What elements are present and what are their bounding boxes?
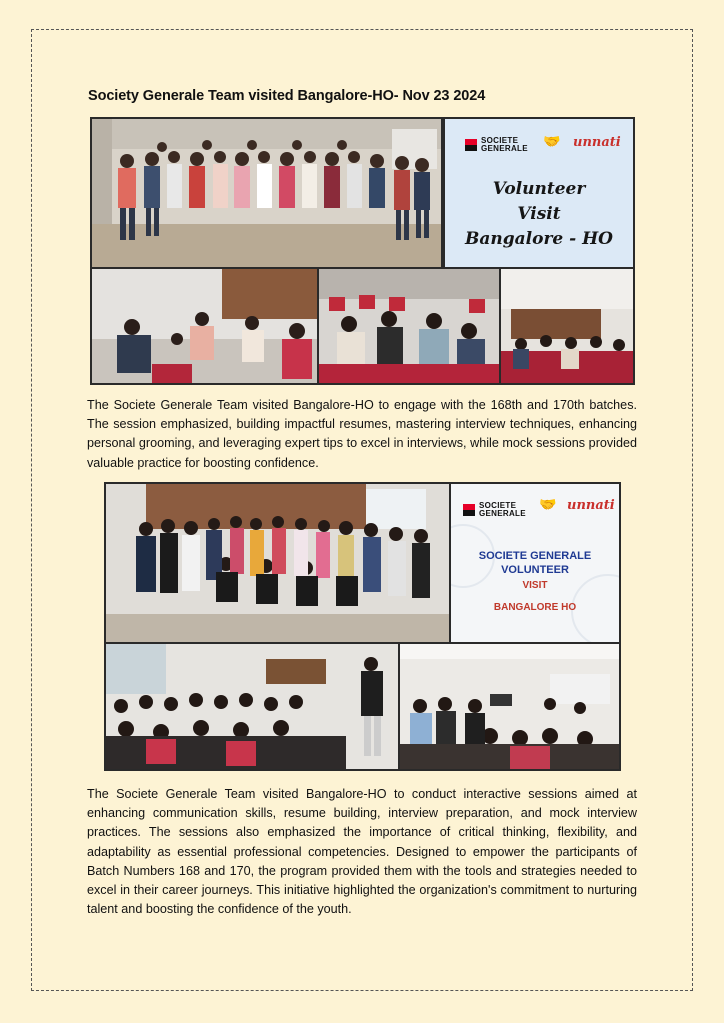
paragraph-1: The Societe Generale Team visited Bangalore-HO to engage with the 168th and 170th batches. The session emphasized, building impactful resumes, mastering interview techniques, enhancing personal grooming, and leveraging expert tips to excel in interviews, while mock sessions provided valuable practice for boosting confidence. bbox=[87, 398, 637, 470]
banner-line-volunteer: Volunteer bbox=[492, 179, 586, 199]
sg-logo-text: SOCIETE GENERALE bbox=[481, 136, 528, 153]
banner2-line-2: VOLUNTEER bbox=[501, 564, 569, 576]
volunteer-visit-banner-1 bbox=[445, 119, 633, 267]
page-title: Society Generale Team visited Bangalore-HO- Nov 23 2024 bbox=[88, 88, 486, 104]
banner-line-location: Bangalore - HO bbox=[465, 229, 613, 249]
unnati-logo: unnati bbox=[567, 498, 615, 513]
handshake-icon: 🤝 bbox=[539, 496, 557, 512]
audience-photo-2 bbox=[400, 644, 619, 769]
societe-generale-logo bbox=[465, 139, 477, 151]
audience-photo-1 bbox=[106, 644, 398, 769]
classroom-photo-2 bbox=[319, 269, 499, 383]
sg-logo-text: SOCIETE GENERALE bbox=[479, 501, 526, 518]
banner2-line-3: VISIT bbox=[522, 580, 548, 591]
group-photo-1 bbox=[92, 119, 441, 267]
banner-line-visit: Visit bbox=[517, 204, 561, 224]
photo-collage-2 bbox=[104, 482, 621, 771]
paragraph-2: The Societe Generale Team visited Bangalore-HO to conduct interactive sessions aimed at enhancing communication skills, resume building, interview preparation, and mock interview practices. The sessions also emphasized the importance of critical thinking, flexibility, and adaptability as essential professional competencies. Designed to empower the participants of Batch Numbers 168 and 170, the program provided them with the tools and strategies needed to excel in their career journeys. This initiative highlighted the organization's commitment to nurturing talent and boosting the confidence of the youth. bbox=[87, 787, 637, 917]
classroom-photo-1 bbox=[92, 269, 317, 383]
handshake-icon: 🤝 bbox=[543, 133, 561, 149]
classroom-photo-3 bbox=[501, 269, 633, 383]
banner2-line-1: SOCIETE GENERALE bbox=[478, 550, 592, 562]
photo-collage-1 bbox=[90, 117, 635, 385]
logos-row bbox=[445, 133, 633, 163]
unnati-logo: unnati bbox=[573, 135, 621, 150]
group-photo-2 bbox=[106, 484, 449, 642]
volunteer-visit-banner-2 bbox=[451, 484, 619, 642]
banner2-line-4: BANGALORE HO bbox=[493, 602, 577, 613]
societe-generale-logo bbox=[463, 504, 475, 516]
